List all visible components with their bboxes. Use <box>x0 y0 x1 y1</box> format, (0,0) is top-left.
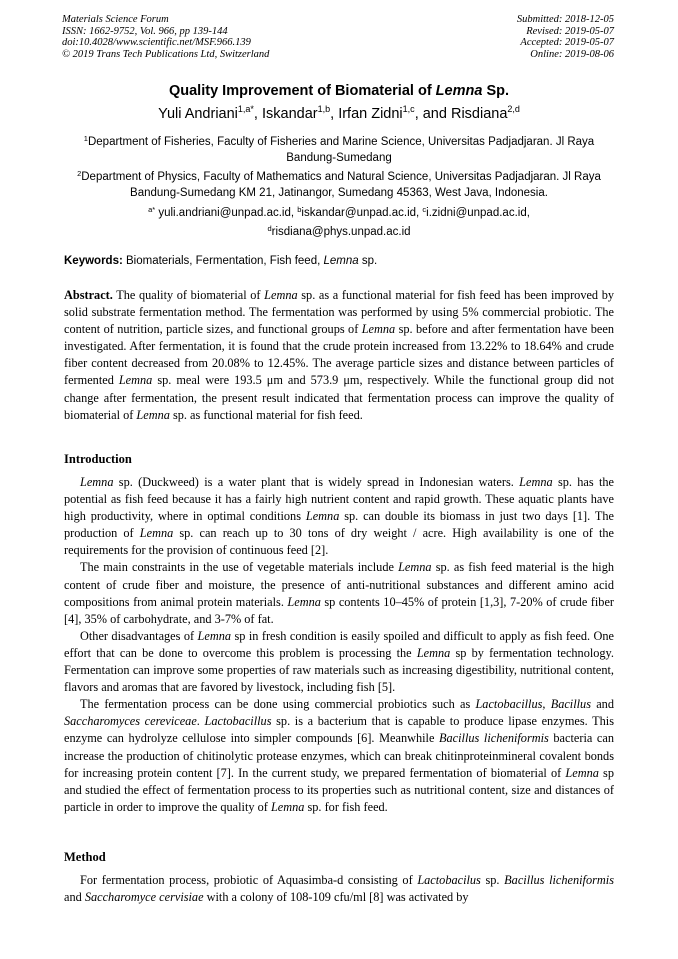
paragraph-text: sp. can reach up to 30 tons of dry weight / acre. High availability is one of the requirements for the provision of continuous feed [2]. <box>64 526 614 558</box>
author-name: Irfan Zidni <box>338 106 403 122</box>
author-sep: , <box>253 106 262 122</box>
italic-term: Lactobacilus <box>417 873 481 887</box>
abstract-text: sp. before and after fermentation have been investigated. After fermentation, it is found that the crude protein increased from 13.22% to 18.64% and crude fiber content decreased from 20.08% to 12.45%. The average particle sizes and distance between particles of fermented <box>64 322 614 388</box>
italic-term: Lemna <box>519 475 553 489</box>
paper-title <box>0 83 678 99</box>
author-name: Risdiana <box>450 106 508 122</box>
paragraph-text: with a colony of 108-109 cfu/ml [8] was activated by <box>203 890 469 905</box>
author-sup: 1,c <box>402 104 415 114</box>
author-emails <box>62 202 616 240</box>
paragraph <box>64 872 614 906</box>
italic-term: Lactobacillus, Bacillus <box>475 697 591 712</box>
paragraph-text: Other disadvantages of <box>80 628 198 643</box>
author-list <box>0 104 678 122</box>
keywords-text: Biomaterials, Fermentation, Fish feed, <box>122 255 324 267</box>
journal-info <box>62 14 269 60</box>
email-link[interactable]: yuli.andriani@unpad.ac.id, <box>155 207 298 219</box>
email-link[interactable]: iskandar@unpad.ac.id, <box>301 207 423 219</box>
paragraph <box>64 559 614 627</box>
paragraph-text: sp. for fish feed. <box>304 799 388 814</box>
method-body <box>64 872 614 906</box>
author-sup: 2,d <box>507 104 520 114</box>
submission-dates <box>517 14 614 60</box>
keywords-tail: sp. <box>358 255 378 267</box>
paragraph <box>64 474 614 559</box>
date-online: Online: 2019-08-06 <box>530 48 614 60</box>
author-sup: 1,b <box>317 104 331 114</box>
journal-copyright: © 2019 Trans Tech Publications Ltd, Switzerland <box>62 48 270 60</box>
keywords-italic: Lemna <box>323 255 359 267</box>
paragraph-text: The main constraints in the use of vegetable materials include <box>80 560 399 575</box>
author-sep: , <box>330 106 339 122</box>
author-name: Yuli Andriani <box>158 106 238 122</box>
paragraph-text: sp. has the potential as fish feed because it has a fairly high nutrient content and rapid growth. These aquatic plants have high productivity, where in optimal conditions <box>64 475 614 524</box>
italic-term: Lactobacillus <box>204 714 272 729</box>
italic-term: Saccharomyce cervisiae <box>84 890 204 905</box>
paragraph-text: The fermentation process can be done using commercial probiotics such as <box>80 697 476 712</box>
email-sup: b <box>297 205 302 214</box>
title-tail: Sp. <box>482 83 510 99</box>
section-heading-introduction: Introduction <box>64 452 132 466</box>
italic-term: Lemna <box>287 594 321 609</box>
journal-name: Materials Science Forum <box>62 14 169 25</box>
affiliation-2 <box>62 166 616 201</box>
italic-term: Saccharomyces cereviceae <box>64 714 197 729</box>
italic-term: Lemna <box>139 526 174 541</box>
italic-term: Lemna <box>270 799 305 814</box>
italic-term: Lemna <box>80 475 114 489</box>
abstract-text: sp. as functional material for fish feed. <box>169 407 363 422</box>
author-sup: 1,a* <box>237 104 254 114</box>
italic-term: Bacillus licheniformis <box>439 731 549 746</box>
keywords-label: Keywords: <box>64 255 123 267</box>
italic-term: Lemna <box>197 628 232 643</box>
italic-term: Lemna <box>398 560 432 575</box>
paragraph <box>64 696 614 816</box>
paragraph-text: sp contents 10–45% of protein [1,3], 7-20% of crude fiber [4], 35% of carbohydrate, and 3-7% of fat. <box>64 594 614 626</box>
paragraph-text: bacteria can increase the production of chitinolytic protease enzymes, which can break chitinproteinmineral covalent bonds for increasing protein content [7]. In the current study, we prepared fermentation of biomaterial of <box>64 731 614 780</box>
paragraph-text: sp. is a bacterium that is capable to produce lipase enzymes. This enzyme can hydrolyze cellulose into simpler compounds [6]. Meanwhile <box>64 714 614 746</box>
title-italic: Lemna <box>435 83 483 99</box>
affiliation-sup: 1 <box>83 134 88 143</box>
affiliation-sup: 2 <box>77 169 82 178</box>
paragraph-text: sp. (Duckweed) is a water plant that is widely spread in Indonesian waters. <box>113 475 520 489</box>
abstract-text: The quality of biomaterial of <box>112 288 265 302</box>
email-sup: d <box>267 224 272 233</box>
email-link[interactable]: risdiana@phys.unpad.ac.id <box>271 226 411 238</box>
affiliation-text: Department of Fisheries, Faculty of Fisheries and Marine Science, Universitas Padjadjaran. Jl Raya Bandung-Sumedang <box>87 136 595 164</box>
paragraph-text: and <box>591 697 614 712</box>
paragraph-text: sp and studied the effect of fermentation process to its properties such as nutritional content, size and distances of particle in order to improve the quality of <box>64 765 614 814</box>
paragraph-text: sp. can double its biomass in just two days [1]. The production of <box>64 509 614 541</box>
title-text: Quality Improvement of Biomaterial of <box>168 83 436 99</box>
affiliation-text: Department of Physics, Faculty of Mathematics and Natural Science, Universitas Padjadjaran. Jl Raya Bandung-Sumedang KM 21, Jatinangor, Sumedang 45363, West Java, Indonesia. <box>81 171 601 199</box>
journal-issn: ISSN: 1662-9752, Vol. 966, pp 139-144 <box>62 25 228 37</box>
affiliation-1 <box>62 131 616 166</box>
paragraph <box>64 628 614 696</box>
author-sep: , and <box>414 106 451 122</box>
email-sup: c <box>422 205 427 214</box>
italic-term: Bacillus licheniformis <box>504 873 614 887</box>
paragraph-text: For fermentation process, probiotic of Aquasimba-d consisting of <box>80 873 418 887</box>
paragraph-text: and <box>64 890 85 905</box>
date-accepted: Accepted: 2019-05-07 <box>520 37 614 48</box>
italic-term: Lemna <box>305 509 340 524</box>
paragraph-text: sp by fermentation technology. Fermentation can improve some properties of raw materials such as increasing digestibility, nutritional content, flavors and aromas that are favored by livestock, including fish [5]. <box>64 645 614 695</box>
paragraph-text: sp in fresh condition is easily spoiled and difficult to apply as fish feed. One effort that can be done to overcome this problem is processing the <box>64 628 614 660</box>
introduction-body <box>64 474 614 816</box>
abstract-italic: Lemna <box>136 407 170 422</box>
abstract-text: sp. as a functional material for fish feed has been improved by solid substrate fermentation method. The fermentation was performed by using 5% commercial probiotic. The content of nutrition, particle sizes, and functional groups of <box>64 288 614 337</box>
date-submitted: Submitted: 2018-12-05 <box>516 14 614 25</box>
paragraph-text: sp. <box>480 873 505 887</box>
abstract-italic: Lemna <box>118 373 153 388</box>
email-sup: a* <box>148 205 156 214</box>
section-heading-method: Method <box>64 850 106 864</box>
keywords <box>64 255 616 267</box>
abstract-italic: Lemna <box>361 322 396 337</box>
paragraph-text: sp. as fish feed material is the high content of crude fiber and moisture, the presence of anti-nutritional substances and different amino acid compositions from animal protein materials. <box>64 560 614 609</box>
email-link[interactable]: i.zidni@unpad.ac.id, <box>426 207 530 219</box>
journal-doi: doi:10.4028/www.scientific.net/MSF.966.139 <box>62 37 251 48</box>
date-revised: Revised: 2019-05-07 <box>526 25 614 37</box>
author-name: Iskandar <box>261 106 318 122</box>
abstract-text: sp. meal were 193.5 μm and 573.9 μm, respectively. While the functional group did not change after fermentation, the present result indicated that fermentation process can improve the quality of biomaterial of <box>64 373 615 422</box>
paragraph-text: . <box>196 714 205 729</box>
abstract-italic: Lemna <box>264 288 298 302</box>
abstract-label: Abstract. <box>64 288 113 302</box>
abstract <box>64 287 614 424</box>
italic-term: Lemna <box>416 645 451 660</box>
italic-term: Lemna <box>565 765 599 780</box>
